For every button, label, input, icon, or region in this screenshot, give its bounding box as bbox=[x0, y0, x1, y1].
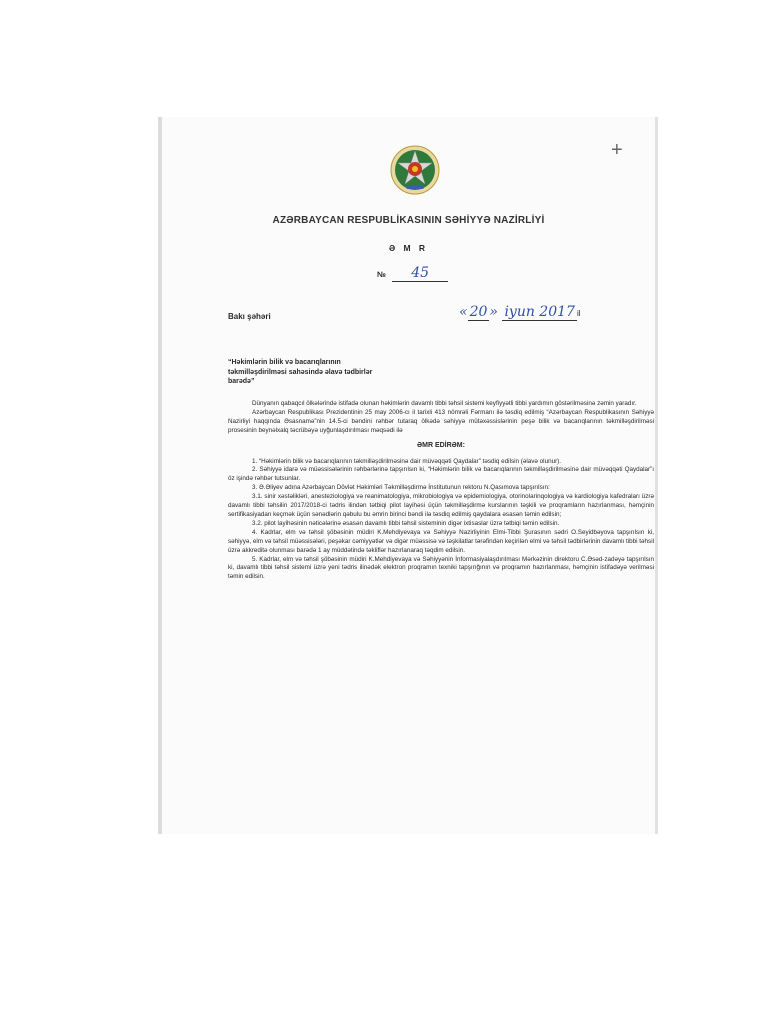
order-item: 3.2. pilot layihəsinin nəticələrinə əsasən davamlı tibbi təhsil sisteminin digər ixtisaslar üzrə tətbiqi təmin edilsin. bbox=[252, 519, 560, 527]
preamble-paragraph: Dünyanın qabaqcıl ölkələrində istifadə olunan həkimlərin davamlı tibbi təhsil sistemi keyfiyyətli tibbi yardımın göstərilməsinə zəmin yaradır. bbox=[252, 400, 637, 407]
order-item: 3.1. sinir xəstəlikləri, anesteziologiya və reanimatologiya, mikrobiologiya və epidemiologiya, otorinolarinqologiya və kardiologiya kafedraları üzrə davamlı tibbi təhsilin 2017/2018-ci tədris ilindən tətbiqi pilot layihəsi üçün təkmilləşdirmə kurslarının təşkili və proqramların hazırlanması, həmçinin sertifikasiyadan keçmək üçün sənədlərin qəbulu bu əmrin birinci bəndi ilə təsdiq edilmiş qaydalara əsasən təmin edilsin; bbox=[228, 493, 654, 518]
order-heading: ƏMR EDİRƏM: bbox=[417, 441, 465, 449]
handwritten-corner-mark: + bbox=[611, 139, 623, 161]
order-subject: “Həkimlərin bilik və bacarıqlarının təkmilləşdirilməsi sahəsində əlavə tədbirlər barədə” bbox=[228, 359, 373, 385]
document-page bbox=[158, 117, 658, 834]
order-body bbox=[228, 400, 654, 582]
number-value: 45 bbox=[411, 265, 430, 281]
number-label: № bbox=[377, 270, 386, 279]
date-month-year: iyun 2017 bbox=[504, 304, 575, 320]
order-item: 2. Səhiyyə idarə və müəssisələrinin rəhbərlərinə tapşırılsın ki, “Həkimlərin bilik və bacarıqlarının təkmilləşdirilməsinə dair müvəqqəti Qaydalar”ı öz işində rəhbər tutsunlar. bbox=[228, 466, 654, 483]
city-label: Bakı şəhəri bbox=[228, 312, 271, 321]
date-day: 20 bbox=[469, 304, 488, 320]
order-title: Ə M R bbox=[388, 243, 429, 253]
order-item: 1. “Həkimlərin bilik və bacarıqlarının təkmilləşdirilməsinə dair müvəqqəti Qaydalar” təsdiq edilsin (əlavə olunur). bbox=[252, 457, 562, 465]
date-suffix: il bbox=[576, 309, 581, 318]
order-item: 4. Kadrlar, elm və təhsil şöbəsinin müdiri K.Mehdiyevaya və Səhiyyə Nazirliyinin Elmi-Tibbi Şurasının sədri O.Seyidbəyova tapşırılsın ki, səhiyyə, elm və təhsil müəssisələri, peşəkar cəmiyyətlər və digər müəssisə və təşkilatlar tərəfindən keçirilən elmi və təhsil tədbirlərinin davamlı tibbi təhsil üzrə akkreditə olunması barədə 1 ay müddətində təkliflər hazırlanaraq təqdim edilsin. bbox=[228, 528, 654, 554]
state-emblem-icon bbox=[390, 145, 440, 195]
order-date bbox=[459, 304, 581, 321]
order-number bbox=[377, 265, 448, 282]
ministry-title: AZƏRBAYCAN RESPUBLİKASININ SƏHİYYƏ NAZİRLİYİ bbox=[272, 215, 545, 226]
order-item: 3. Ə.Əliyev adına Azərbaycan Dövlət Həkimləri Təkmilləşdirmə İnstitutunun rektoru N.Qasımova tapşırılsın: bbox=[252, 484, 550, 492]
date-open-quote: « bbox=[459, 304, 468, 320]
date-close-quote: » bbox=[489, 304, 498, 320]
order-item: 5. Kadrlar, elm və təhsil şöbəsinin müdiri K.Mehdiyevaya və Səhiyyənin İnformasiyalaşdırılması Mərkəzinin direktoru C.Əsəd-zadəyə tapşırılsın ki, davamlı tibbi təhsil sistemi üzrə yeni tədris ilinədək elektron proqramın texniki tapşırığının və proqramın hazırlanması, həmçinin istifadəyə verilməsi təmin edilsin. bbox=[228, 555, 654, 581]
preamble-paragraph: Azərbaycan Respublikası Prezidentinin 25 may 2006-cı il tarixli 413 nömrəli Fərmanı ilə təsdiq edilmiş “Azərbaycan Respublikasının Səhiyyə Nazirliyi haqqında Əsasnamə”nin 14.5-ci bəndini rəhbər tutaraq ölkədə səhiyyə mütəxəssislərinin peşə bilik və bacarıqlarının təkmilləşdirilməsi prosesinin beynəlxalq təcrübəyə uyğunlaşdırılması məqsədi ilə bbox=[228, 408, 654, 434]
